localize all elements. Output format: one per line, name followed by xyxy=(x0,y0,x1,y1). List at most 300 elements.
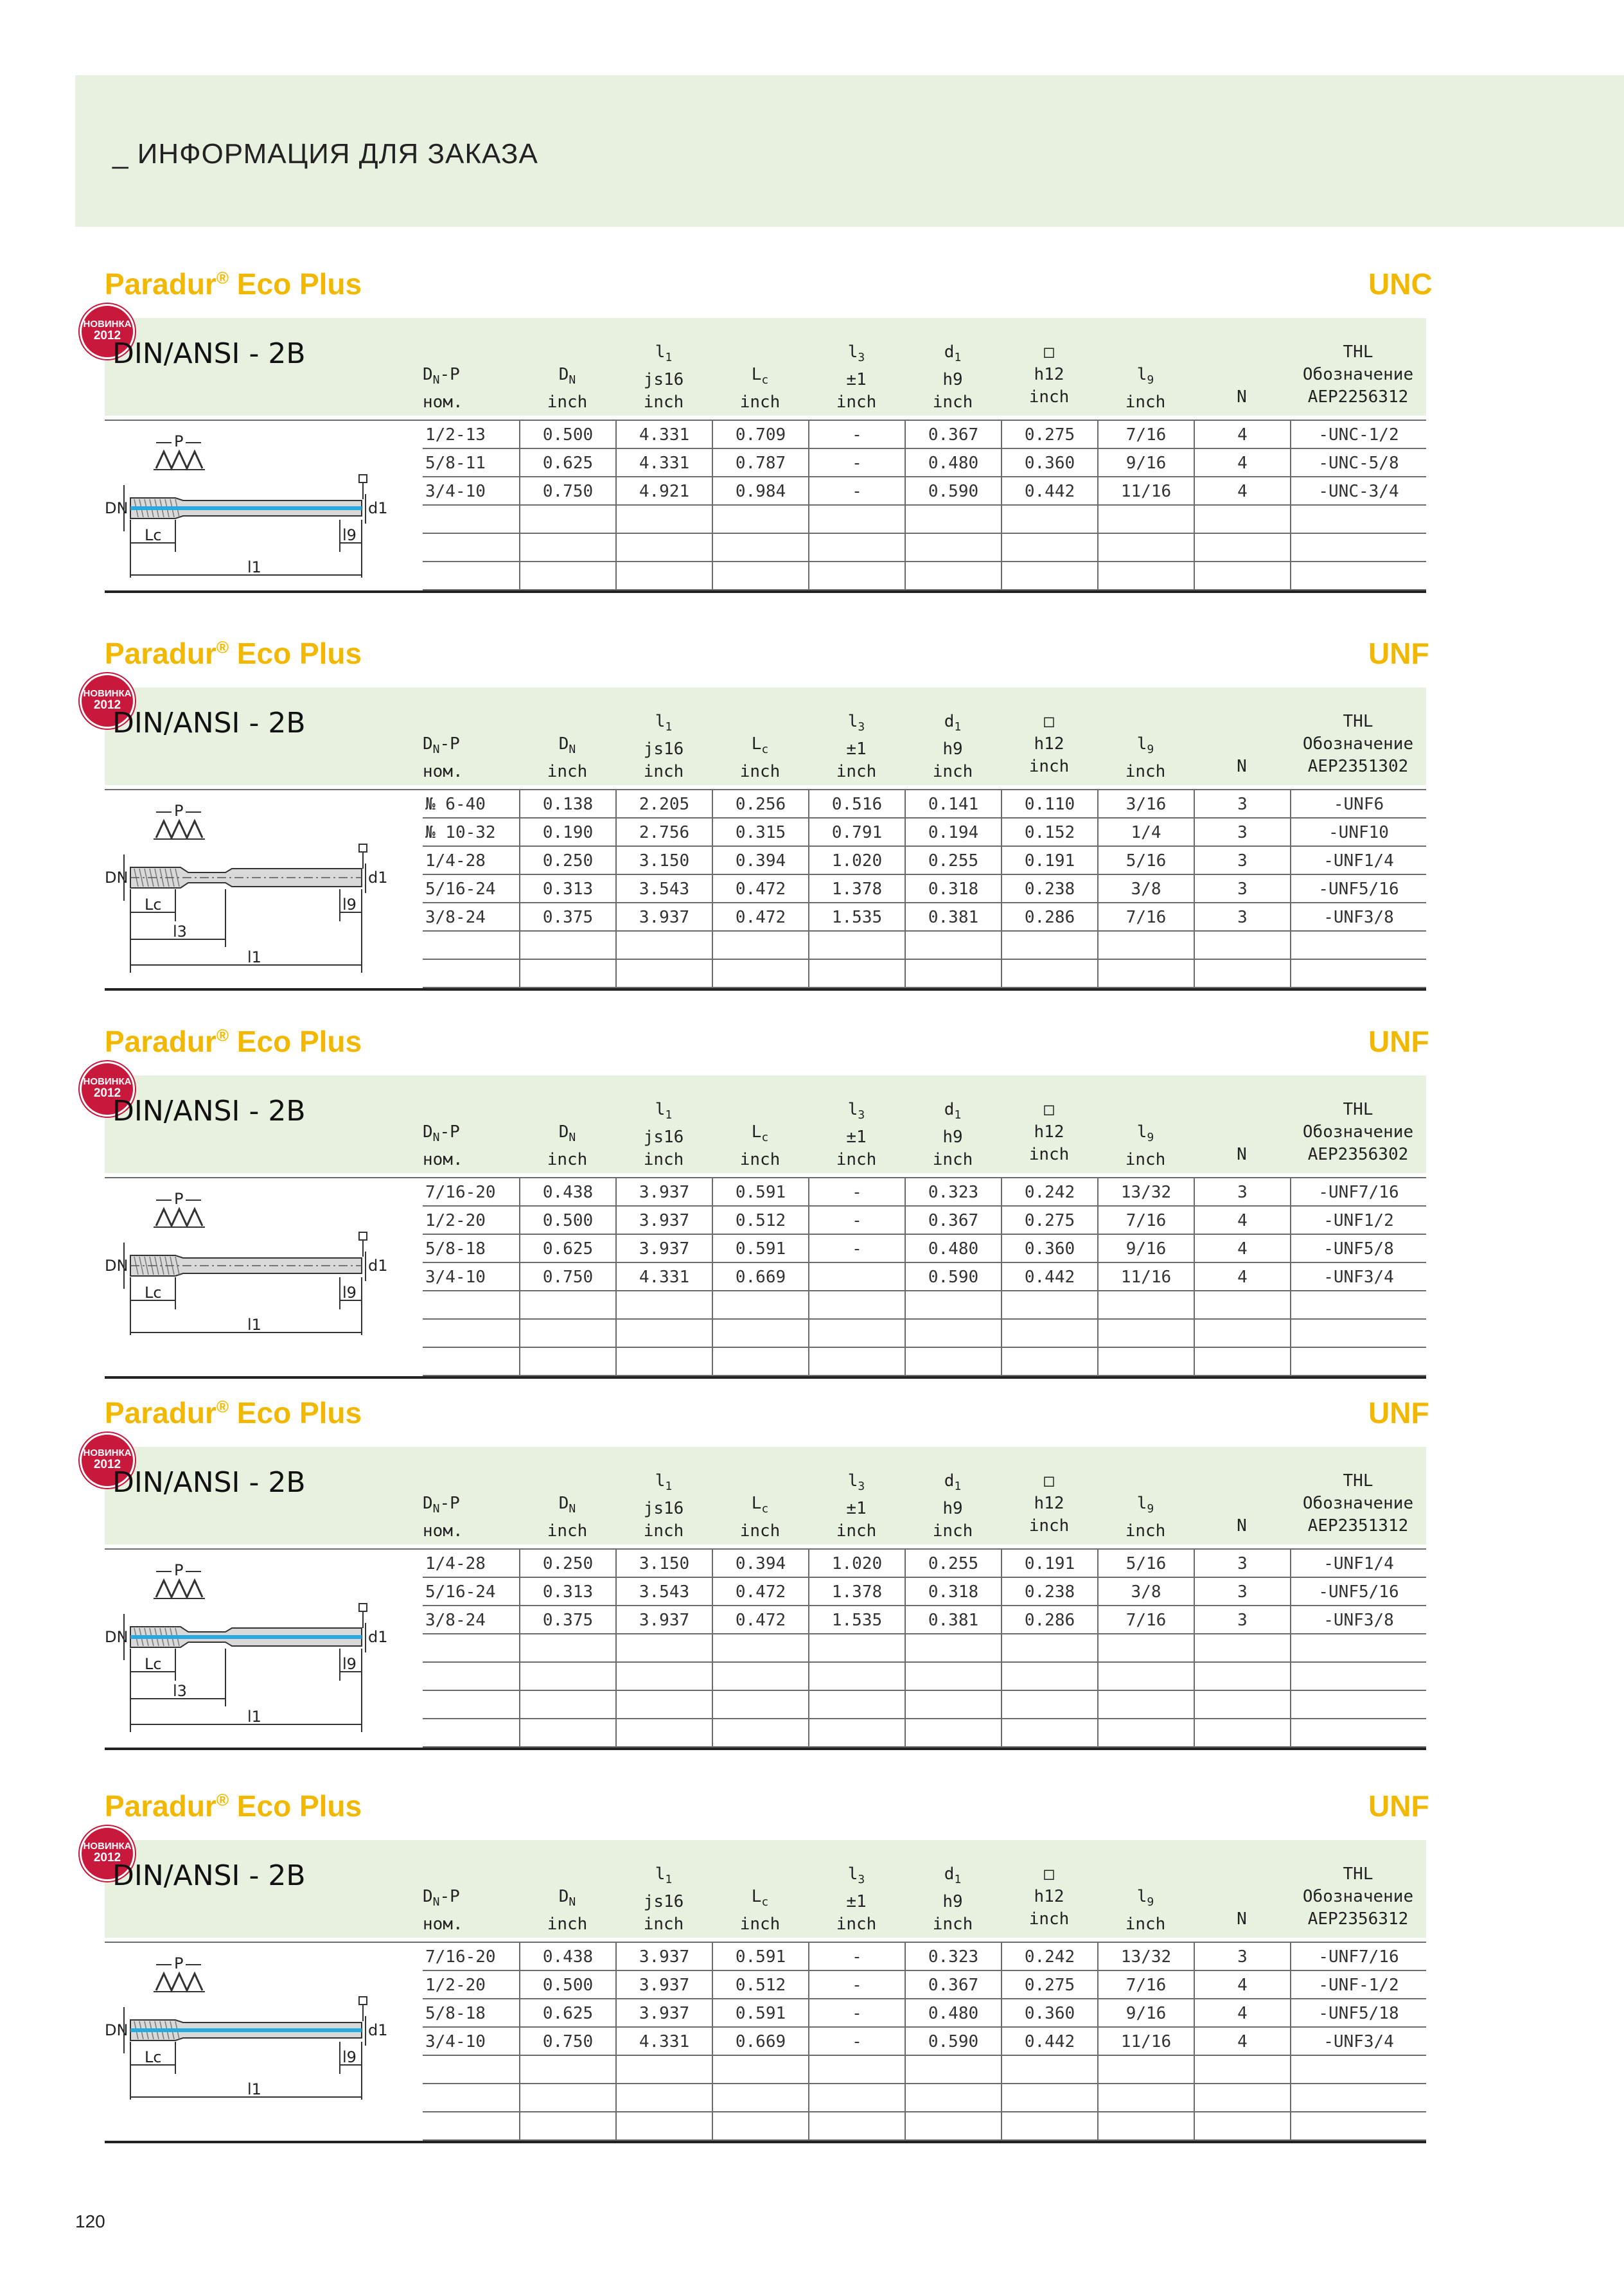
table-cell xyxy=(423,506,519,533)
table-cell: 7/16 xyxy=(1097,421,1194,448)
header-band xyxy=(75,75,1624,227)
table-cell xyxy=(905,1320,1001,1347)
column-header: $d_1$ h9 inch xyxy=(932,1471,973,1541)
table-cell xyxy=(1290,1663,1426,1690)
table-cell: 0.250 xyxy=(519,847,615,874)
table-cell xyxy=(1290,1348,1426,1375)
table-cell: 1.020 xyxy=(808,1550,905,1577)
table-cell: 1.378 xyxy=(808,875,905,902)
table-cell xyxy=(905,2112,1001,2139)
pitch-label: P xyxy=(174,1190,184,1208)
column-header: $L_c$ inch xyxy=(739,365,781,412)
badge-text: НОВИНКА xyxy=(83,1841,132,1852)
registered-mark: ® xyxy=(216,268,229,288)
d1-label: d1 xyxy=(368,2021,388,2039)
table-cell xyxy=(519,2056,615,2083)
table-cell xyxy=(1001,506,1097,533)
table-cell: 0.313 xyxy=(519,875,615,902)
table-cell: 11/16 xyxy=(1097,2028,1194,2055)
table-bottom-rule xyxy=(105,590,1426,593)
table-cell: 5/8-11 xyxy=(425,454,486,473)
table-cell: 3/4-10 xyxy=(425,2032,486,2051)
table-cell: - xyxy=(808,1207,905,1234)
table-cell xyxy=(712,1719,808,1746)
standard-title: DIN/ANSI - 2B xyxy=(112,707,306,739)
table-cell: - xyxy=(808,1178,905,1205)
column-header: $l_3$ ±1 inch xyxy=(836,712,877,782)
l3-label: l3 xyxy=(173,923,187,941)
brand-name: Paradur xyxy=(105,1025,216,1058)
table-cell: 0.500 xyxy=(519,1971,615,1998)
column-header: $D_N-P$ ном. xyxy=(423,1494,463,1541)
table-cell: 0.750 xyxy=(519,477,615,504)
table-cell: 0.194 xyxy=(905,819,1001,845)
lc-label: Lc xyxy=(145,1284,162,1302)
table-cell xyxy=(423,534,519,561)
table-cell: 0.381 xyxy=(905,903,1001,930)
table-cell: 5/16 xyxy=(1097,847,1194,874)
table-cell: -UNF1/4 xyxy=(1290,1550,1426,1577)
table-cell xyxy=(615,1320,712,1347)
thread-type-label: UNC xyxy=(1368,267,1433,301)
page-title: _ ИНФОРМАЦИЯ ДЛЯ ЗАКАЗА xyxy=(112,138,538,170)
product-section xyxy=(0,636,1624,993)
table-cell: 0.367 xyxy=(905,421,1001,448)
table-row xyxy=(423,790,1426,819)
table-cell xyxy=(423,2056,519,2083)
standard-title: DIN/ANSI - 2B xyxy=(112,1466,306,1499)
square-symbol-icon xyxy=(359,1997,367,2005)
column-header: $L_c$ inch xyxy=(739,1887,781,1934)
table-cell: 0.394 xyxy=(712,1550,808,1577)
table-cell xyxy=(712,2112,808,2139)
table-cell: - xyxy=(808,1971,905,1998)
badge-text: НОВИНКА xyxy=(83,1076,132,1087)
table-cell xyxy=(1097,562,1194,589)
table-cell: 2.205 xyxy=(615,790,712,817)
table-cell: 0.318 xyxy=(905,875,1001,902)
column-header: $d_1$ h9 inch xyxy=(932,1100,973,1170)
badge-year: 2012 xyxy=(93,329,121,342)
table-cell xyxy=(1001,1634,1097,1661)
table-cell xyxy=(519,562,615,589)
column-header: $l_1$ js16 inch xyxy=(643,1471,684,1541)
table-cell: 3 xyxy=(1194,1550,1290,1577)
table-cell xyxy=(1194,534,1290,561)
badge-year: 2012 xyxy=(93,1851,121,1864)
table-cell: 4 xyxy=(1194,1207,1290,1234)
table-cell: 0.590 xyxy=(905,2028,1001,2055)
column-header: THL Обозначение AEP2256312 xyxy=(1302,342,1414,407)
table-cell: 4.331 xyxy=(615,1263,712,1290)
table-row xyxy=(423,449,1426,477)
tap-drawing xyxy=(105,423,388,584)
brand-suffix: Eco Plus xyxy=(229,267,362,301)
tap-drawing xyxy=(105,793,388,979)
table-cell: 0.750 xyxy=(519,2028,615,2055)
table-cell: 5/8-18 xyxy=(425,1239,486,1259)
table-cell: 4 xyxy=(1194,449,1290,476)
column-header: N xyxy=(1237,1145,1247,1164)
table-cell: 0.286 xyxy=(1001,903,1097,930)
table-cell xyxy=(423,1634,519,1661)
table-cell xyxy=(615,506,712,533)
table-cell xyxy=(423,562,519,589)
table-cell: 0.480 xyxy=(905,1235,1001,1262)
square-symbol-icon xyxy=(359,1604,367,1611)
table-row xyxy=(423,1971,1426,1999)
brand-name: Paradur xyxy=(105,1789,216,1823)
table-cell: 7/16-20 xyxy=(425,1183,496,1202)
table-cell xyxy=(1097,506,1194,533)
column-header: $d_1$ h9 inch xyxy=(932,712,973,782)
table-cell xyxy=(808,1263,905,1290)
registered-mark: ® xyxy=(216,637,229,657)
table-cell xyxy=(519,932,615,959)
column-header: $l_1$ js16 inch xyxy=(643,712,684,782)
table-cell xyxy=(905,932,1001,959)
badge-year: 2012 xyxy=(93,698,121,712)
column-header: $l_9$ inch xyxy=(1125,1122,1166,1170)
table-cell xyxy=(905,1291,1001,1318)
table-cell: -UNF3/4 xyxy=(1290,1263,1426,1290)
column-header: THL Обозначение AEP2356312 xyxy=(1302,1864,1414,1929)
table-cell xyxy=(1001,2056,1097,2083)
table-cell: 0.275 xyxy=(1001,421,1097,448)
pitch-label: P xyxy=(174,802,184,820)
table-cell xyxy=(808,960,905,987)
table-row xyxy=(423,421,1426,449)
dn-label: DN xyxy=(105,1257,128,1275)
table-cell: 3.937 xyxy=(615,1235,712,1262)
table-cell xyxy=(615,2056,712,2083)
table-body xyxy=(423,790,1426,988)
table-cell xyxy=(712,1291,808,1318)
table-cell: 3/8 xyxy=(1097,1578,1194,1605)
table-cell: 0.110 xyxy=(1001,790,1097,817)
table-row xyxy=(423,932,1426,960)
table-cell xyxy=(808,1634,905,1661)
square-symbol-icon xyxy=(359,475,367,482)
table-cell: 0.367 xyxy=(905,1207,1001,1234)
table-cell: 1/4 xyxy=(1097,819,1194,845)
table-cell: 0.591 xyxy=(712,1999,808,2026)
table-cell: 5/8-18 xyxy=(425,2004,486,2023)
table-cell: 0.255 xyxy=(905,1550,1001,1577)
table-cell: 0.512 xyxy=(712,1971,808,1998)
table-cell xyxy=(808,1663,905,1690)
table-row xyxy=(423,2028,1426,2056)
column-header: $l_9$ inch xyxy=(1125,1887,1166,1934)
table-cell: 0.381 xyxy=(905,1606,1001,1633)
table-cell: 0.480 xyxy=(905,449,1001,476)
column-header: N xyxy=(1237,1909,1247,1929)
product-section xyxy=(0,1789,1624,2146)
l9-label: l9 xyxy=(342,1655,357,1673)
product-title xyxy=(105,1789,362,1823)
tap-drawing xyxy=(105,1181,388,1341)
table-cell: - xyxy=(808,1943,905,1970)
table-cell: 3 xyxy=(1194,875,1290,902)
column-header: □ h12 inch xyxy=(1028,1100,1070,1164)
table-cell: 1/2-20 xyxy=(425,1976,486,1995)
table-cell: 9/16 xyxy=(1097,1235,1194,1262)
table-cell: 0.375 xyxy=(519,903,615,930)
table-cell xyxy=(1097,1663,1194,1690)
table-cell xyxy=(519,506,615,533)
table-cell xyxy=(905,1663,1001,1690)
table-cell xyxy=(615,1719,712,1746)
table-cell xyxy=(1097,1291,1194,1318)
column-header: N xyxy=(1237,757,1247,776)
table-cell: 3 xyxy=(1194,1606,1290,1633)
table-cell: 4 xyxy=(1194,421,1290,448)
table-row xyxy=(423,2084,1426,2112)
table-cell xyxy=(808,534,905,561)
table-cell: 3.150 xyxy=(615,1550,712,1577)
product-title xyxy=(105,267,362,301)
table-cell: 0.625 xyxy=(519,449,615,476)
brand-suffix: Eco Plus xyxy=(229,1396,362,1430)
table-cell: 5/16-24 xyxy=(425,880,496,899)
table-cell xyxy=(905,2084,1001,2111)
table-cell: 0.472 xyxy=(712,903,808,930)
lc-label: Lc xyxy=(145,526,162,544)
badge-text: НОВИНКА xyxy=(83,1447,132,1458)
table-cell: 3 xyxy=(1194,1178,1290,1205)
table-cell xyxy=(1001,1320,1097,1347)
table-cell: 3/4-10 xyxy=(425,482,486,501)
pitch-label: P xyxy=(174,432,184,450)
column-header: $D_N-P$ ном. xyxy=(423,734,463,782)
table-cell: -UNC-1/2 xyxy=(1290,421,1426,448)
table-row xyxy=(423,903,1426,932)
table-cell: 3/16 xyxy=(1097,790,1194,817)
table-cell: 4.331 xyxy=(615,2028,712,2055)
dn-label: DN xyxy=(105,869,128,887)
table-cell xyxy=(808,1320,905,1347)
table-cell: 4.331 xyxy=(615,421,712,448)
product-section xyxy=(0,267,1624,596)
table-cell xyxy=(712,1691,808,1718)
table-cell xyxy=(615,1634,712,1661)
table-cell: 1/2-13 xyxy=(425,425,486,445)
table-cell xyxy=(1194,562,1290,589)
table-cell: 3.937 xyxy=(615,1943,712,1970)
brand-suffix: Eco Plus xyxy=(229,1025,362,1058)
table-cell: 3.543 xyxy=(615,1578,712,1605)
table-cell: - xyxy=(808,1235,905,1262)
badge-text: НОВИНКА xyxy=(83,319,132,330)
table-cell xyxy=(615,534,712,561)
brand-suffix: Eco Plus xyxy=(229,637,362,670)
table-bottom-rule xyxy=(105,2141,1426,2143)
table-cell xyxy=(1290,2112,1426,2139)
table-cell: 0.442 xyxy=(1001,2028,1097,2055)
registered-mark: ® xyxy=(216,1397,229,1417)
table-cell xyxy=(423,1691,519,1718)
table-cell: 3 xyxy=(1194,790,1290,817)
table-cell xyxy=(808,1719,905,1746)
table-cell xyxy=(1194,1320,1290,1347)
table-cell: 0.669 xyxy=(712,2028,808,2055)
table-cell xyxy=(519,2084,615,2111)
table-body xyxy=(423,1550,1426,1748)
table-cell xyxy=(519,1691,615,1718)
column-header: $D_N$ inch xyxy=(547,1887,588,1934)
table-cell xyxy=(1097,2056,1194,2083)
table-cell xyxy=(615,932,712,959)
table-cell: 0.313 xyxy=(519,1578,615,1605)
table-cell: 0.323 xyxy=(905,1943,1001,1970)
table-cell: 3.543 xyxy=(615,875,712,902)
table-cell xyxy=(712,2084,808,2111)
table-cell xyxy=(1290,1691,1426,1718)
table-row xyxy=(423,1348,1426,1376)
l1-label: l1 xyxy=(247,948,261,966)
table-cell xyxy=(519,1291,615,1318)
table-cell: 0.438 xyxy=(519,1943,615,1970)
table-cell: 7/16 xyxy=(1097,1606,1194,1633)
table-cell: 11/16 xyxy=(1097,1263,1194,1290)
table-cell: 1.535 xyxy=(808,903,905,930)
tap-drawing-container xyxy=(105,1945,388,2109)
table-cell: 0.590 xyxy=(905,477,1001,504)
table-cell: 0.318 xyxy=(905,1578,1001,1605)
table-cell xyxy=(905,2056,1001,2083)
table-cell xyxy=(1001,932,1097,959)
table-row xyxy=(423,1691,1426,1719)
table-cell: 3.937 xyxy=(615,1606,712,1633)
table-row xyxy=(423,1606,1426,1634)
table-cell xyxy=(1290,534,1426,561)
table-cell xyxy=(905,1348,1001,1375)
table-cell xyxy=(615,2112,712,2139)
column-header: $l_9$ inch xyxy=(1125,1494,1166,1541)
table-cell: 0.984 xyxy=(712,477,808,504)
table-cell xyxy=(1194,2112,1290,2139)
column-header: $L_c$ inch xyxy=(739,1494,781,1541)
l3-label: l3 xyxy=(173,1682,187,1700)
table-row xyxy=(423,875,1426,903)
table-cell: 3.150 xyxy=(615,847,712,874)
table-row xyxy=(423,1178,1426,1207)
table-cell: 0.360 xyxy=(1001,1235,1097,1262)
table-cell: 3.937 xyxy=(615,903,712,930)
lc-label: Lc xyxy=(145,2048,162,2066)
table-cell: 0.750 xyxy=(519,1263,615,1290)
table-cell xyxy=(1001,1691,1097,1718)
table-cell xyxy=(712,2056,808,2083)
table-row xyxy=(423,1634,1426,1663)
table-cell: 0.191 xyxy=(1001,1550,1097,1577)
table-cell: 1/4-28 xyxy=(425,851,486,871)
table-cell: 7/16 xyxy=(1097,903,1194,930)
tap-drawing-container xyxy=(105,423,388,587)
table-cell xyxy=(808,1291,905,1318)
table-cell xyxy=(615,1663,712,1690)
table-cell: 0.625 xyxy=(519,1235,615,1262)
column-header: □ h12 inch xyxy=(1028,342,1070,407)
table-cell xyxy=(712,1348,808,1375)
d1-label: d1 xyxy=(368,499,388,517)
column-header: $l_3$ ±1 inch xyxy=(836,342,877,412)
l1-label: l1 xyxy=(247,1316,261,1334)
table-cell xyxy=(808,506,905,533)
table-cell xyxy=(712,506,808,533)
table-cell xyxy=(423,1291,519,1318)
table-cell xyxy=(1290,1634,1426,1661)
table-cell: 9/16 xyxy=(1097,1999,1194,2026)
dn-label: DN xyxy=(105,1628,128,1646)
table-cell: 1.378 xyxy=(808,1578,905,1605)
column-header: $D_N$ inch xyxy=(547,1494,588,1541)
table-cell: -UNF1/4 xyxy=(1290,847,1426,874)
table-cell xyxy=(423,960,519,987)
table-cell xyxy=(808,2112,905,2139)
thread-profile-icon xyxy=(156,1580,202,1597)
tap-drawing-container xyxy=(105,793,388,982)
table-cell xyxy=(1194,2056,1290,2083)
table-cell xyxy=(808,2056,905,2083)
table-cell: 3 xyxy=(1194,1943,1290,1970)
table-cell xyxy=(1097,2112,1194,2139)
table-cell xyxy=(1290,2056,1426,2083)
table-row xyxy=(423,1719,1426,1748)
column-header: $l_1$ js16 inch xyxy=(643,1100,684,1170)
table-cell: -UNF3/8 xyxy=(1290,903,1426,930)
d1-label: d1 xyxy=(368,1257,388,1275)
table-cell: 0.242 xyxy=(1001,1943,1097,1970)
table-cell xyxy=(519,1348,615,1375)
thread-profile-icon xyxy=(156,452,202,468)
table-cell: 0.315 xyxy=(712,819,808,845)
registered-mark: ® xyxy=(216,1790,229,1810)
square-symbol-icon xyxy=(359,1232,367,1240)
table-cell: -UNC-5/8 xyxy=(1290,449,1426,476)
d1-label: d1 xyxy=(368,1628,388,1646)
column-header: □ h12 inch xyxy=(1028,1471,1070,1536)
table-cell: 4.331 xyxy=(615,449,712,476)
table-cell: -UNF3/8 xyxy=(1290,1606,1426,1633)
table-cell xyxy=(905,960,1001,987)
brand-name: Paradur xyxy=(105,267,216,301)
l9-label: l9 xyxy=(342,2048,357,2066)
table-cell: - xyxy=(808,1999,905,2026)
table-cell: 0.500 xyxy=(519,421,615,448)
table-cell xyxy=(615,960,712,987)
table-cell xyxy=(1290,960,1426,987)
table-cell xyxy=(1194,1634,1290,1661)
table-cell xyxy=(712,534,808,561)
table-cell: 0.360 xyxy=(1001,1999,1097,2026)
table-cell xyxy=(1097,932,1194,959)
table-cell: 4 xyxy=(1194,1971,1290,1998)
table-cell xyxy=(615,1348,712,1375)
table-row xyxy=(423,1943,1426,1971)
table-row xyxy=(423,1550,1426,1578)
table-row xyxy=(423,960,1426,988)
table-cell: 13/32 xyxy=(1097,1178,1194,1205)
table-cell xyxy=(615,1691,712,1718)
table-cell xyxy=(1194,1663,1290,1690)
product-title xyxy=(105,1024,362,1059)
table-cell xyxy=(1194,932,1290,959)
table-cell: 0.512 xyxy=(712,1207,808,1234)
table-cell xyxy=(808,562,905,589)
table-cell xyxy=(1001,2112,1097,2139)
thread-type-label: UNF xyxy=(1368,1396,1429,1430)
